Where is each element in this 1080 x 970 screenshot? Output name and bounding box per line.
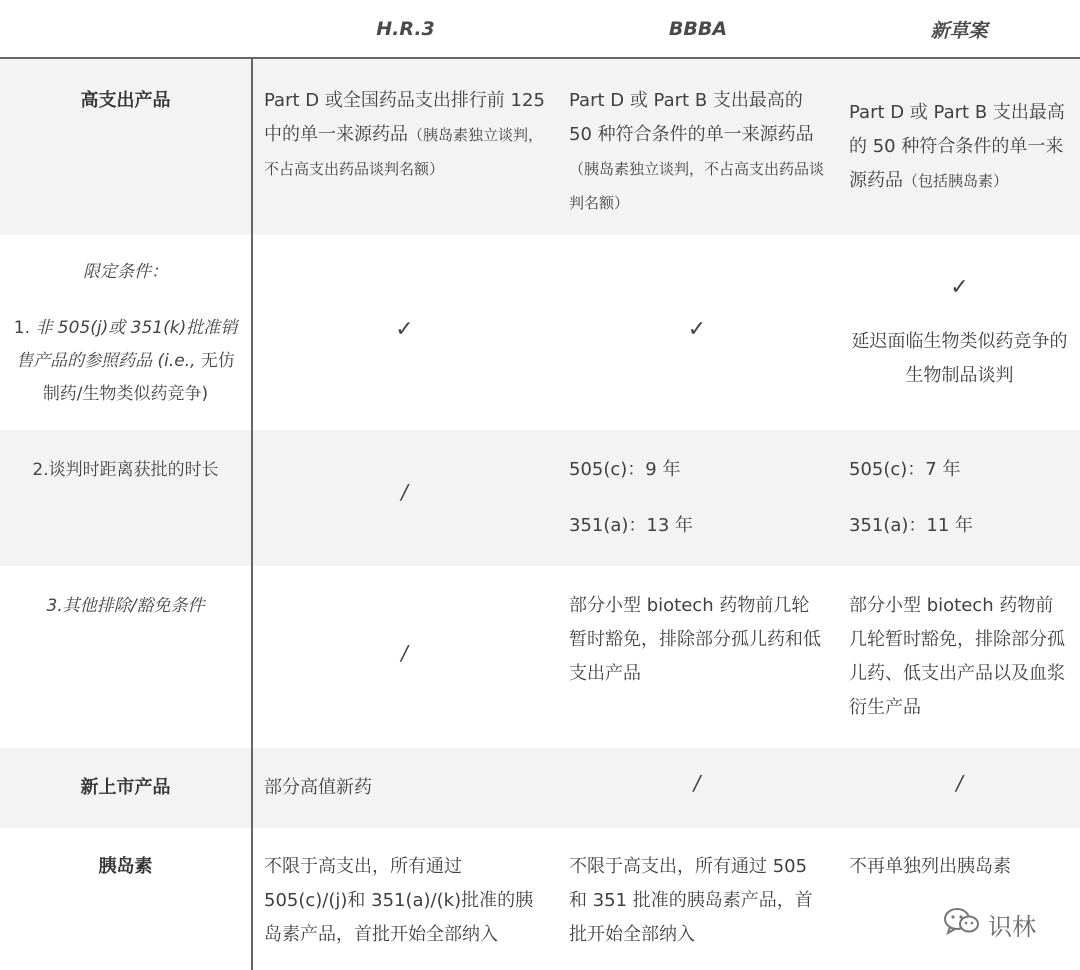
cell-text: 不限于高支出，所有通过 505 和 351 批准的胰岛素产品，首批开始全部纳入 — [569, 856, 813, 945]
conditions-title: 限定条件： — [83, 262, 168, 282]
row-label-conditions — [0, 256, 251, 411]
cell-text: 延迟面临生物类似药竞争的生物制品谈判 — [851, 331, 1068, 386]
row-label-high-spend — [0, 84, 251, 118]
row-label-text: 胰岛素 — [98, 856, 153, 877]
cell-text: 505(c)：7 年 — [849, 459, 961, 480]
cell-text: Part D 或 Part B 支出最高的 50 种符合条件的单一来源药品 — [569, 90, 814, 145]
cell-text: 部分小型 biotech 药物前几轮暂时豁免，排除部分孤儿药和低支出产品 — [569, 595, 821, 684]
table-row-high-spend — [0, 59, 1080, 235]
cell-hr3-insulin — [253, 850, 553, 952]
row-label-exemptions — [0, 590, 251, 623]
header-bbba: BBBA — [668, 18, 728, 40]
slash-mark: / — [693, 771, 701, 795]
row-label-text: 高支出产品 — [80, 90, 171, 111]
cell-draft-conditions — [838, 271, 1080, 393]
cell-text: 部分小型 biotech 药物前几轮暂时豁免，排除部分孤儿药、低支出产品以及血浆衍生产品 — [849, 595, 1065, 718]
condition-number: 1. — [13, 318, 30, 338]
cell-bbba-high-spend — [558, 84, 833, 220]
slash-mark: / — [956, 771, 963, 795]
row-label-duration — [0, 454, 251, 487]
cell-text: 不再单独列出胰岛素 — [849, 856, 1011, 877]
cell-bbba-conditions — [558, 317, 833, 342]
cell-draft-new-products — [838, 771, 1080, 795]
column-divider — [251, 59, 253, 970]
cell-hr3-high-spend — [253, 84, 553, 186]
condition-text-italic: 非 505(j)或 351(k)批准销售产品的参照药品 (i.e., — [16, 318, 238, 371]
table-row-exemptions — [0, 566, 1080, 748]
slash-mark: / — [401, 641, 408, 665]
cell-note: （胰岛素独立谈判，不占高支出药品谈判名额） — [569, 160, 825, 212]
cell-text: Part D 或全国药品支出排行前 125 中的单一来源药品 — [264, 90, 545, 145]
cell-draft-high-spend — [838, 96, 1080, 198]
row-label-new-products — [0, 771, 251, 805]
table-row-duration — [0, 430, 1080, 566]
cell-draft-duration — [838, 453, 1080, 543]
cell-bbba-insulin — [558, 850, 833, 952]
row-label-text: 3.其他排除/豁免条件 — [46, 596, 205, 616]
header-new-draft: 新草案 — [930, 19, 988, 42]
cell-hr3-exemptions — [253, 641, 553, 665]
watermark-text: 识林 — [988, 912, 1036, 941]
cell-text: 部分高值新药 — [264, 777, 372, 798]
cell-note: （胰岛素独立谈判，不占高支出药品谈判名额） — [264, 126, 544, 178]
check-icon: ✓ — [395, 317, 414, 342]
cell-draft-exemptions — [838, 589, 1080, 725]
cell-hr3-conditions — [253, 317, 553, 342]
slash-mark: / — [401, 480, 408, 504]
watermark — [942, 906, 1036, 942]
cell-bbba-exemptions — [558, 589, 833, 691]
wechat-icon — [942, 906, 982, 942]
table-row-conditions — [0, 235, 1080, 430]
cell-text: Part D 或 Part B 支出最高的 50 种符合条件的单一来源药品 — [849, 102, 1065, 191]
cell-draft-insulin — [838, 850, 1080, 884]
cell-bbba-new-products — [558, 771, 833, 795]
condition-1-label — [8, 312, 243, 411]
cell-text: 351(a)：11 年 — [849, 515, 974, 536]
cell-hr3-duration — [253, 480, 553, 504]
cell-hr3-new-products — [253, 771, 553, 805]
cell-bbba-duration — [558, 453, 833, 543]
row-label-insulin — [0, 850, 251, 884]
cell-text: 505(c)：9 年 — [569, 459, 681, 480]
cell-note: （包括胰岛素） — [903, 172, 1009, 190]
row-label-text: 新上市产品 — [80, 777, 171, 798]
check-icon: ✓ — [687, 317, 707, 342]
check-icon: ✓ — [950, 275, 969, 300]
cell-text: 351(a)：13 年 — [569, 515, 694, 536]
table-row-insulin — [0, 828, 1080, 970]
header-hr3: H.R.3 — [376, 18, 435, 40]
row-label-text: 2.谈判时距离获批的时长 — [32, 460, 219, 480]
table-row-new-products — [0, 748, 1080, 828]
cell-text: 不限于高支出，所有通过 505(c)/(j)和 351(a)/(k)批准的胰岛素产品，首批开始全部纳入 — [264, 856, 534, 945]
condition-text: 无仿制药/生物类似药竞争) — [42, 351, 235, 404]
